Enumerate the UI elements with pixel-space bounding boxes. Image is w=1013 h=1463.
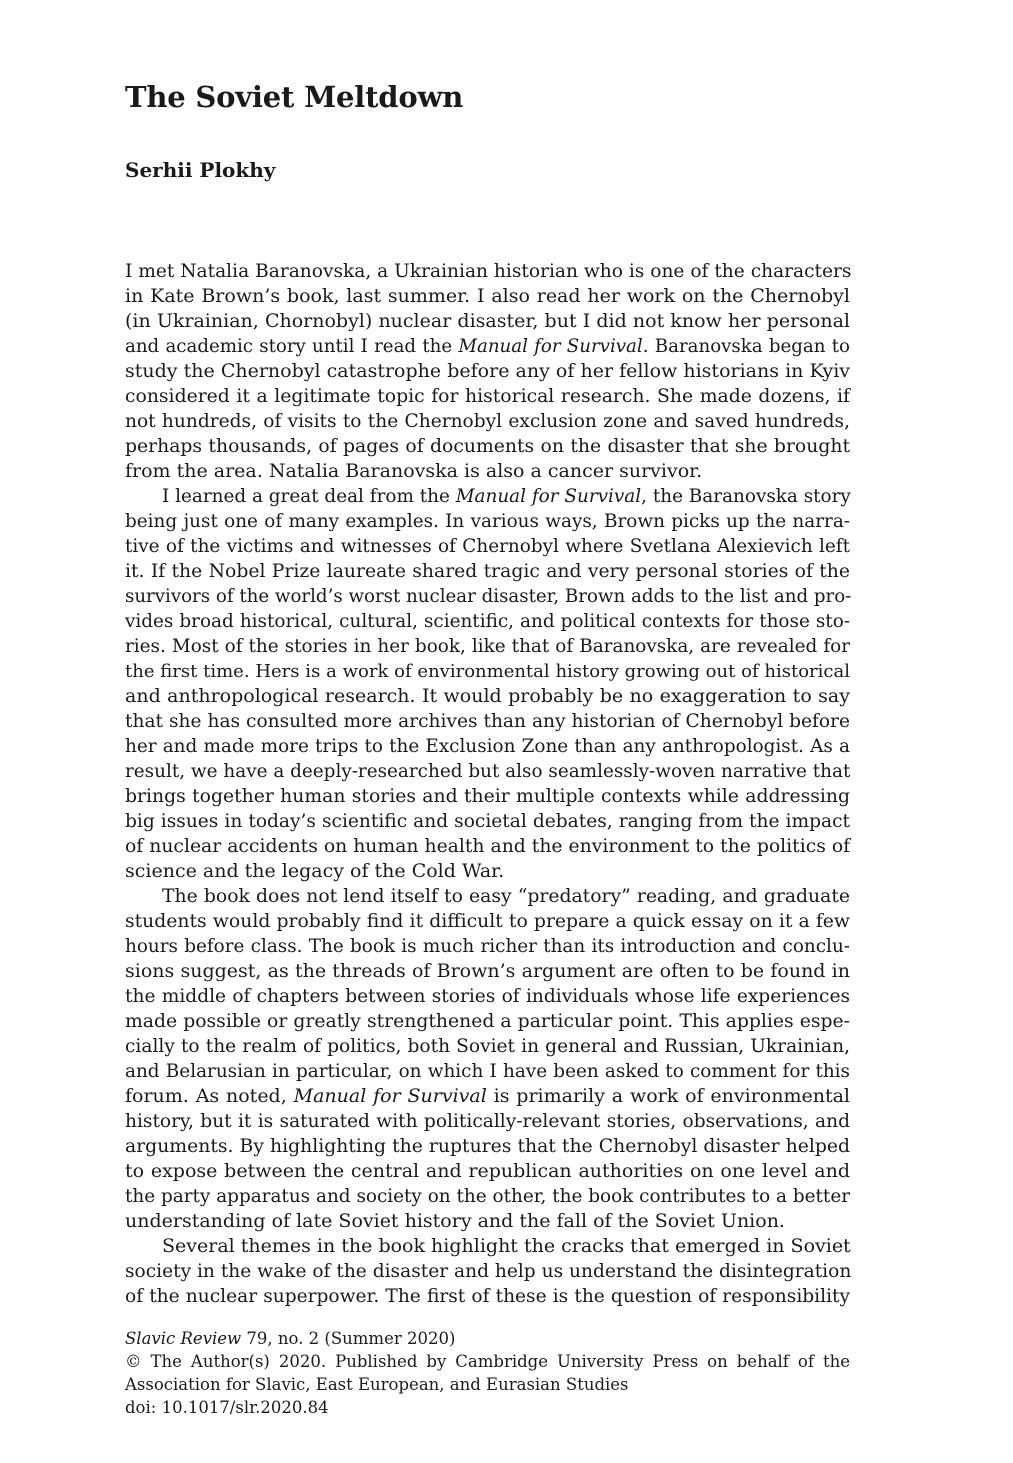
footer-text: doi: 10.1017/slr.2020.84 — [125, 1398, 329, 1417]
text-line — [125, 1084, 850, 1109]
text-line — [125, 509, 850, 534]
text-run: the first time. Hers is a work of environmental history growing out of historical — [125, 661, 850, 682]
text-line — [125, 934, 850, 959]
text-line — [125, 909, 850, 934]
text-line — [125, 1034, 850, 1059]
text-line — [125, 1059, 850, 1084]
text-run: arguments. By highlighting the ruptures that the Chernobyl disaster helped — [125, 1136, 850, 1157]
text-run: brings together human stories and their multiple contexts while addressing — [125, 786, 850, 807]
text-run: Several themes in the book highlight the cracks that emerged in Soviet — [162, 1235, 851, 1257]
text-run: considered it a legitimate topic for historical research. She made dozens, if — [125, 386, 850, 407]
text-run: and anthropological research. It would probably be no exaggeration to say — [125, 685, 850, 707]
text-run: of nuclear accidents on human health and the environment to the politics of — [125, 836, 851, 857]
paragraph — [125, 884, 850, 1234]
text-run: society in the wake of the disaster and help us understand the disintegration — [125, 1261, 852, 1282]
text-run: perhaps thousands, of pages of documents on the disaster that she brought — [125, 436, 850, 457]
text-run: it. If the Nobel Prize laureate shared tragic and very personal stories of the — [125, 561, 850, 582]
footer-text: Association for Slavic, East European, and Eurasian Studies — [125, 1375, 629, 1394]
text-line — [125, 609, 850, 634]
article-author: Serhii Plokhy — [125, 158, 276, 182]
text-line — [125, 1009, 850, 1034]
text-run: history, but it is saturated with politically-relevant stories, observations, and — [125, 1111, 850, 1132]
text-run: and Belarusian in particular, on which I have been asked to comment for this — [125, 1061, 850, 1082]
text-line — [125, 584, 850, 609]
text-run: forum. As noted, — [125, 1085, 294, 1107]
text-line — [125, 284, 850, 309]
text-run: from the area. Natalia Baranovska is also a cancer survivor. — [125, 460, 703, 482]
text-run: not hundreds, of visits to the Chernobyl exclusion zone and saved hundreds, — [125, 411, 850, 432]
text-line — [125, 884, 850, 909]
text-run: in Kate Brown’s book, last summer. I also read her work on the Chernobyl — [125, 285, 850, 307]
text-run: study the Chernobyl catastrophe before any of her fellow historians in Kyiv — [125, 360, 850, 382]
footer-line — [125, 1327, 850, 1350]
text-run: science and the legacy of the Cold War. — [125, 860, 505, 882]
text-run: result, we have a deeply-researched but also seamlessly-woven narrative that — [125, 761, 851, 782]
text-line — [125, 1109, 850, 1134]
text-run: of the nuclear superpower. The first of these is the question of responsibility — [125, 1286, 850, 1307]
text-run: the party apparatus and society on the other, the book contributes to a better — [125, 1186, 850, 1207]
text-line — [125, 759, 850, 784]
italic-title: Manual for Survival — [293, 1085, 487, 1107]
text-run: that she has consulted more archives than any historian of Chernobyl before — [125, 711, 850, 732]
text-run: to expose between the central and republican authorities on one level and — [125, 1160, 850, 1182]
footer-line — [125, 1396, 850, 1419]
text-run: ries. Most of the stories in her book, like that of Baranovska, are revealed for — [125, 636, 850, 657]
text-run: . Baranovska began to — [642, 336, 850, 357]
text-run: her and made more trips to the Exclusion Zone than any anthropologist. As a — [125, 736, 850, 757]
text-line — [125, 534, 850, 559]
text-run: survivors of the world’s worst nuclear disaster, Brown adds to the list and pro- — [125, 586, 852, 607]
text-line — [125, 559, 850, 584]
text-line — [125, 809, 850, 834]
text-run: and academic story until I read the — [125, 336, 459, 357]
text-run: made possible or greatly strengthened a particular point. This applies espe- — [125, 1011, 850, 1032]
paragraph — [125, 1234, 850, 1309]
text-run: understanding of late Soviet history and the fall of the Soviet Union. — [125, 1210, 785, 1232]
text-run: students would probably find it difficult to prepare a quick essay on it a few — [125, 911, 850, 932]
article-title: The Soviet Meltdown — [125, 80, 464, 114]
text-run: hours before class. The book is much richer than its introduction and conclu- — [125, 936, 850, 957]
text-run: tive of the victims and witnesses of Chernobyl where Svetlana Alexievich left — [125, 536, 850, 557]
article-footer — [125, 1327, 850, 1419]
text-run: I learned a great deal from the — [162, 486, 456, 507]
paragraph — [125, 259, 850, 484]
journal-name: Slavic Review — [125, 1329, 242, 1348]
text-line — [125, 1209, 850, 1234]
article-body — [125, 259, 850, 1309]
text-run: the middle of chapters between stories of individuals whose life experiences — [125, 986, 850, 1007]
footer-text: © The Author(s) 2020. Published by Cambridge University Press on behalf of the — [125, 1352, 850, 1371]
text-line — [125, 1284, 850, 1309]
text-line — [125, 709, 850, 734]
text-line — [125, 1134, 850, 1159]
text-run: cially to the realm of politics, both Soviet in general and Russian, Ukrainian, — [125, 1036, 850, 1057]
text-line — [125, 1259, 850, 1284]
text-line — [125, 834, 850, 859]
italic-title: Manual for Survival — [455, 486, 642, 507]
text-run: vides broad historical, cultural, scientific, and political contexts for those sto- — [125, 611, 850, 632]
text-line — [125, 359, 850, 384]
text-line — [125, 684, 850, 709]
footer-line — [125, 1373, 850, 1396]
text-run: sions suggest, as the threads of Brown’s argument are often to be found in — [125, 960, 850, 982]
text-run: being just one of many examples. In various ways, Brown picks up the narra- — [125, 511, 850, 532]
text-line — [125, 734, 850, 759]
text-run: I met Natalia Baranovska, a Ukrainian historian who is one of the characters — [125, 261, 852, 282]
text-line — [125, 984, 850, 1009]
text-line — [125, 1184, 850, 1209]
text-line — [125, 459, 850, 484]
text-run: is primarily a work of environmental — [486, 1085, 850, 1107]
text-run: The book does not lend itself to easy “predatory” reading, and graduate — [162, 886, 850, 907]
text-line — [125, 409, 850, 434]
text-line — [125, 484, 850, 509]
text-line — [125, 634, 850, 659]
text-line — [125, 784, 850, 809]
text-line — [125, 384, 850, 409]
text-run: , the Baranovska story — [641, 486, 851, 507]
text-line — [125, 434, 850, 459]
text-line — [125, 1159, 850, 1184]
text-line — [125, 859, 850, 884]
text-run: (in Ukrainian, Chornobyl) nuclear disaster, but I did not know her personal — [125, 310, 850, 332]
italic-title: Manual for Survival — [458, 336, 643, 357]
footer-line — [125, 1350, 850, 1373]
paragraph — [125, 484, 850, 884]
text-line — [125, 1234, 850, 1259]
text-line — [125, 959, 850, 984]
footer-text: 79, no. 2 (Summer 2020) — [241, 1329, 456, 1348]
text-line — [125, 659, 850, 684]
text-line — [125, 334, 850, 359]
text-line — [125, 259, 850, 284]
text-line — [125, 309, 850, 334]
text-run: big issues in today’s scientific and societal debates, ranging from the impact — [125, 811, 850, 832]
